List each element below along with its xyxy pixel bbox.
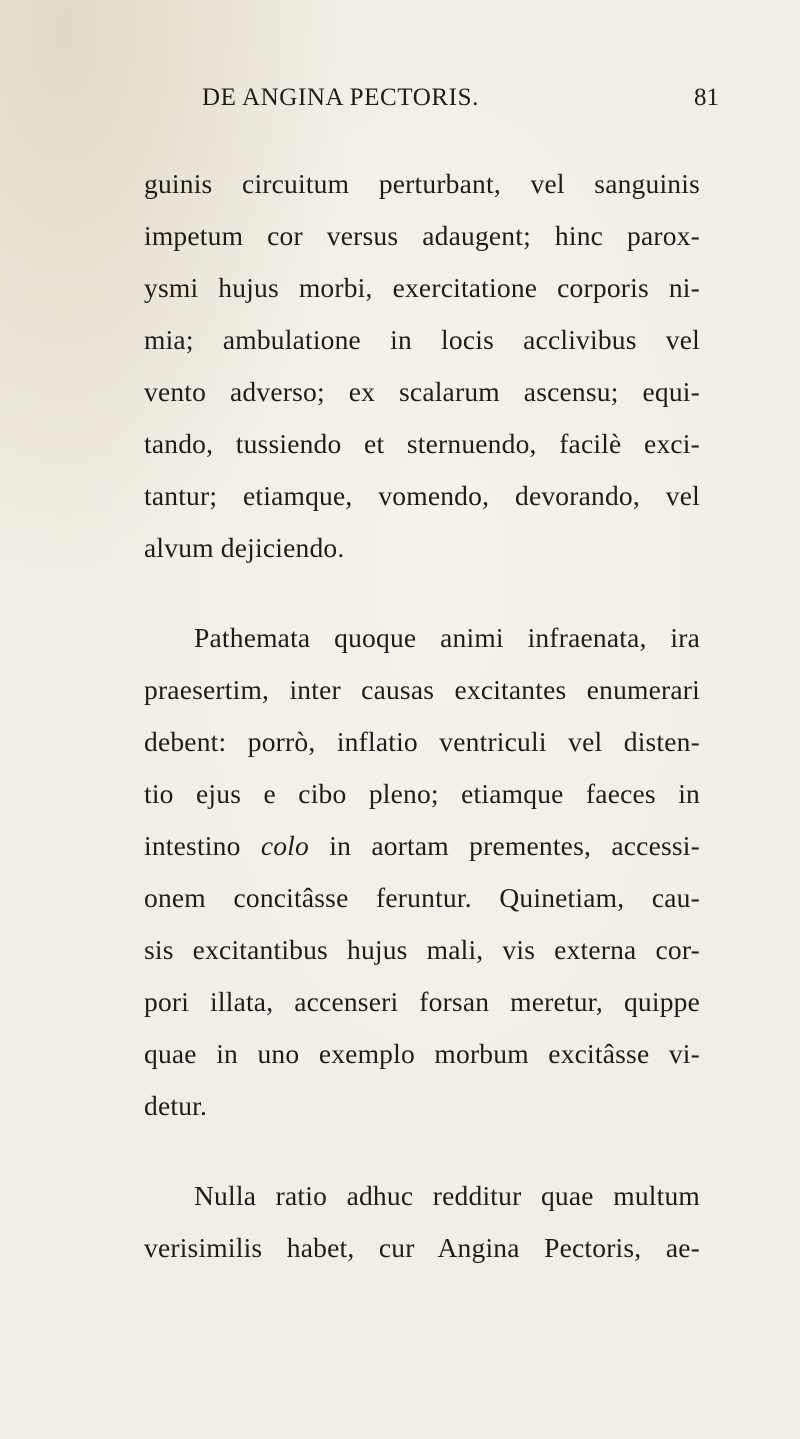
text-line: detur. <box>144 1090 208 1121</box>
text-line: tio ejus e cibo pleno; etiamque faeces in <box>144 778 700 809</box>
text-line: pori illata, accenseri forsan meretur, quippe <box>144 986 700 1017</box>
text-line: onem concitâsse feruntur. Quinetiam, cau- <box>144 882 700 913</box>
text-line <box>144 826 700 866</box>
text-line: mia; ambulatione in locis acclivibus vel <box>144 324 700 355</box>
text-line: guinis circuitum perturbant, vel sanguinis <box>144 168 700 199</box>
text-line: sis excitantibus hujus mali, vis externa cor- <box>144 934 700 965</box>
text-line: Pathemata quoque animi infraenata, ira <box>194 622 700 653</box>
text-line: Nulla ratio adhuc redditur quae multum <box>194 1180 700 1211</box>
text-line: tando, tussiendo et sternuendo, facilè exci- <box>144 428 700 459</box>
text-line: quae in uno exemplo morbum excitâsse vi- <box>144 1038 700 1069</box>
italic-term: colo <box>260 830 309 861</box>
text-line: alvum dejiciendo. <box>144 532 345 563</box>
page-header <box>0 84 800 124</box>
text-line: verisimilis habet, cur Angina Pectoris, ae- <box>144 1232 700 1263</box>
running-title: DE ANGINA PECTORIS. <box>202 84 479 111</box>
text-segment: in aortam prementes, accessi- <box>308 830 700 861</box>
text-line: impetum cor versus adaugent; hinc parox- <box>144 220 700 251</box>
text-line: tantur; etiamque, vomendo, devorando, vel <box>144 480 700 511</box>
page-number: 81 <box>694 84 719 111</box>
text-line: ysmi hujus morbi, exercitatione corporis ni- <box>144 272 700 303</box>
text-line: debent: porrò, inflatio ventriculi vel disten- <box>144 726 700 757</box>
text-line: vento adverso; ex scalarum ascensu; equi- <box>144 376 700 407</box>
text-line: praesertim, inter causas excitantes enumerari <box>144 674 700 705</box>
text-segment: intestino <box>144 830 261 861</box>
